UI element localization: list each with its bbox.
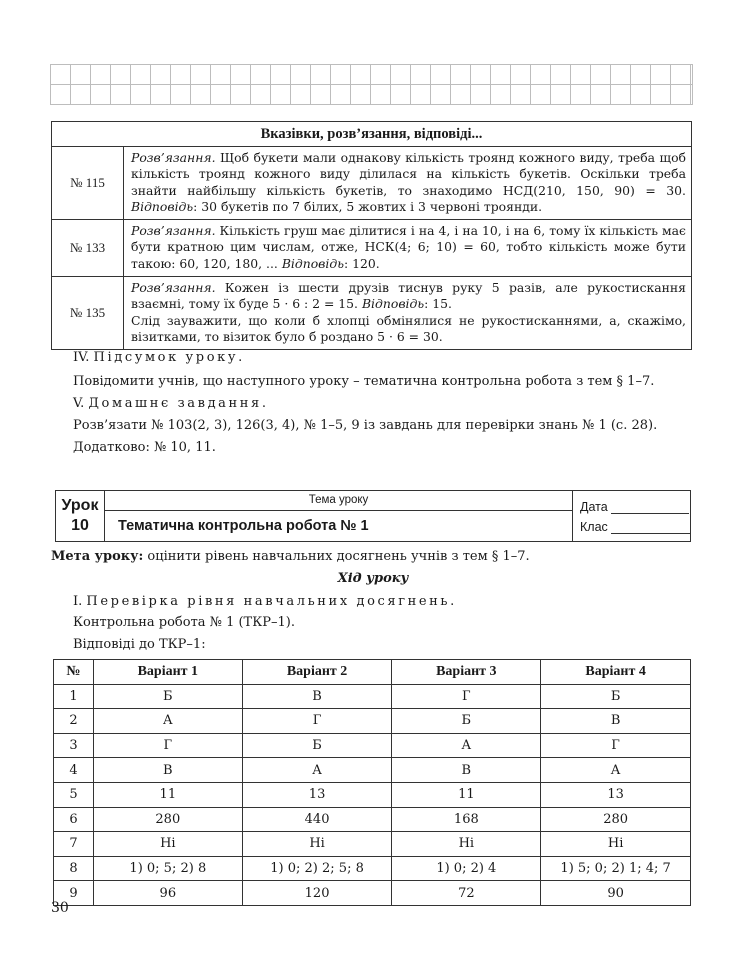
answer-cell: Ні	[392, 832, 541, 857]
answer-cell: А	[541, 758, 691, 783]
check-line-2: Відповіді до ТКР–1:	[73, 637, 206, 652]
answer-cell: 280	[93, 807, 242, 832]
answer-cell: Ні	[541, 832, 691, 857]
row-number-cell: 5	[54, 782, 94, 807]
answer-grid	[50, 64, 693, 105]
hint-text	[124, 220, 692, 277]
check-heading: I. Перевірка рівня навчальних досягнень.	[73, 594, 457, 609]
answer-cell: 11	[392, 782, 541, 807]
homework-heading: V. Домашнє завдання.	[73, 396, 269, 411]
answer-text: : 120.	[343, 255, 380, 271]
table-row	[54, 807, 691, 832]
hints-table	[51, 121, 692, 350]
answer-cell: 1) 5; 0; 2) 1; 4; 7	[541, 856, 691, 881]
topic-label: Тема уроку	[105, 491, 572, 511]
answer-cell: В	[242, 684, 392, 709]
solution-text: Кількість груш має ділитися і на 4, і на 10, і на 6, тому їх кількість має бути кратною цим числам, отже, НСК(4; 6; 10) = 60, тобто кількість може бути такою: 60, 120, 180, ...	[131, 223, 686, 271]
column-header: Варіант 1	[93, 660, 242, 685]
row-number-cell: 4	[54, 758, 94, 783]
answer-cell: Ні	[93, 832, 242, 857]
solution-text: Щоб букети мали однакову кількість троянд кожного виду, треба щоб кількість троянд кожного виду ділилася на кількість букетів. Оскільки треба знайти найбільшу кількість букетів, то знаходимо НСД(210, 150, 90) = 30.	[131, 150, 686, 198]
answers-header-row	[54, 660, 691, 685]
note-text: Слід зауважити, що коли б хлопці обмінялися не рукостисканнями, а, скажімо, візитками, то візиток було б роздано 5 · 6 = 30.	[131, 312, 686, 344]
answer-cell: 96	[93, 881, 242, 906]
answer-cell: 120	[242, 881, 392, 906]
lesson-header	[55, 490, 691, 542]
answer-cell: 280	[541, 807, 691, 832]
hint-text	[124, 147, 692, 220]
column-header: Варіант 2	[242, 660, 392, 685]
course-title: Хід уроку	[337, 571, 409, 586]
homework-extra: Додатково: № 10, 11.	[73, 440, 216, 455]
table-row	[54, 881, 691, 906]
date-field[interactable]: Дата	[580, 500, 689, 514]
answer-cell: Г	[392, 684, 541, 709]
page-number: 30	[51, 900, 69, 916]
answer-cell: 1) 0; 2) 4	[392, 856, 541, 881]
answer-cell: Г	[541, 733, 691, 758]
summary-heading: IV. Підсумок уроку.	[73, 350, 245, 365]
table-row	[54, 709, 691, 734]
table-row	[54, 733, 691, 758]
lesson-label: Урок	[61, 497, 99, 514]
row-number-cell: 1	[54, 684, 94, 709]
answer-label: Відповідь	[281, 255, 344, 271]
answer-cell: В	[541, 709, 691, 734]
homework-text: Розв’язати № 103(2, 3), 126(3, 4), № 1–5, 9 із завдань для перевірки знань № 1 (с. 28).	[73, 418, 658, 433]
table-row	[54, 782, 691, 807]
answer-cell: Г	[242, 709, 392, 734]
solution-label: Розв’язання.	[131, 223, 216, 239]
solution-text: Кожен із шести друзів тиснув руку 5 разів, але рукостискання взаємні, тому їх буде 5 · 6 : 2 = 15.	[131, 280, 686, 312]
answer-cell: А	[392, 733, 541, 758]
answer-cell: Г	[93, 733, 242, 758]
class-line	[611, 521, 691, 534]
table-row	[54, 832, 691, 857]
answer-cell: 13	[242, 782, 392, 807]
answer-cell: 168	[392, 807, 541, 832]
column-header: Варіант 4	[541, 660, 691, 685]
table-row	[54, 856, 691, 881]
row-number-cell: 2	[54, 709, 94, 734]
lesson-meta	[572, 491, 691, 541]
hint-number: № 115	[52, 147, 124, 220]
answers-table	[53, 659, 691, 906]
row-number-cell: 8	[54, 856, 94, 881]
answer-cell: 11	[93, 782, 242, 807]
answer-cell: 1) 0; 5; 2) 8	[93, 856, 242, 881]
table-row	[54, 684, 691, 709]
answer-cell: Б	[242, 733, 392, 758]
answers-body	[54, 684, 691, 905]
lesson-goal: Мета уроку: оцінити рівень навчальних досягнень учнів з тем § 1–7.	[51, 549, 530, 564]
row-number-cell: 7	[54, 832, 94, 857]
answer-cell: Ні	[242, 832, 392, 857]
hint-row-115	[52, 147, 692, 220]
date-line	[611, 501, 689, 514]
row-number-cell: 9	[54, 881, 94, 906]
hint-row-135	[52, 277, 692, 350]
column-header: Варіант 3	[392, 660, 541, 685]
answer-cell: Б	[392, 709, 541, 734]
check-line-1: Контрольна робота № 1 (ТКР–1).	[73, 615, 296, 630]
answer-cell: 1) 0; 2) 2; 5; 8	[242, 856, 392, 881]
solution-label: Розв’язання.	[131, 280, 216, 296]
hints-header: Вказівки, розв’язання, відповіді...	[52, 122, 692, 147]
column-header: №	[54, 660, 94, 685]
solution-label: Розв’язання.	[131, 150, 216, 165]
answer-cell: 90	[541, 881, 691, 906]
answer-cell: В	[392, 758, 541, 783]
answer-cell: Б	[93, 684, 242, 709]
answer-text: : 30 букетів по 7 білих, 5 жовтих і 3 червоні троянди.	[193, 198, 543, 214]
hint-row-133	[52, 220, 692, 277]
lesson-topic: Тематична контрольна робота № 1	[118, 518, 369, 534]
answer-label: Відповідь	[361, 296, 425, 312]
answer-cell: В	[93, 758, 242, 783]
table-row	[54, 758, 691, 783]
class-field[interactable]: Клас	[580, 520, 691, 534]
summary-text: Повідомити учнів, що наступного уроку – тематична контрольна робота з тем § 1–7.	[73, 374, 655, 389]
answer-cell: Б	[541, 684, 691, 709]
lesson-number: 10	[71, 517, 89, 534]
row-number-cell: 6	[54, 807, 94, 832]
lesson-number-box	[56, 491, 105, 541]
hints-header-row	[52, 122, 692, 147]
hint-number: № 135	[52, 277, 124, 350]
hint-text	[124, 277, 692, 350]
answer-cell: А	[93, 709, 242, 734]
answer-cell: 72	[392, 881, 541, 906]
answer-cell: А	[242, 758, 392, 783]
answer-cell: 13	[541, 782, 691, 807]
answer-text: : 15.	[424, 296, 452, 312]
answer-label: Відповідь	[131, 198, 194, 214]
row-number-cell: 3	[54, 733, 94, 758]
answer-cell: 440	[242, 807, 392, 832]
hint-number: № 133	[52, 220, 124, 277]
